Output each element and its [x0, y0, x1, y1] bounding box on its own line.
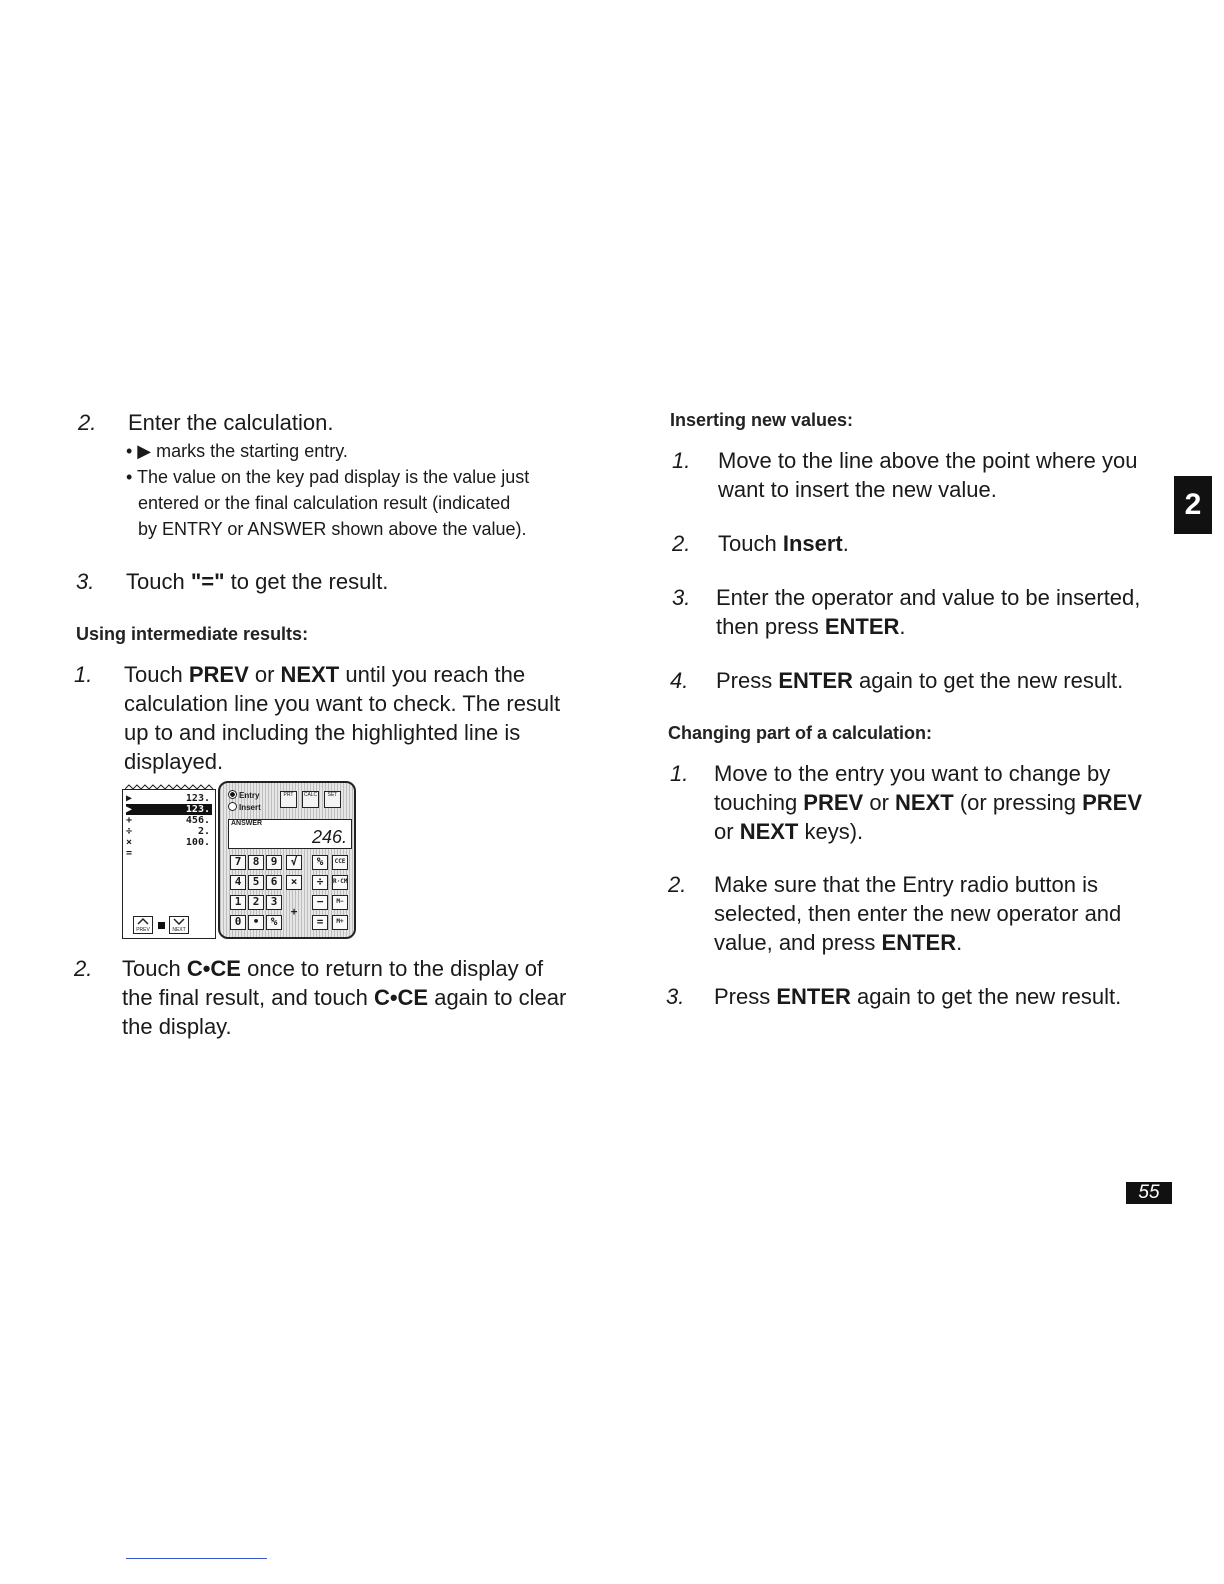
equals-key-label: "=": [190, 569, 225, 594]
step-text: Enter the calculation.: [128, 410, 334, 435]
text-part: (or pressing: [953, 790, 1083, 815]
radio-unselected-icon: [228, 802, 237, 811]
text-part: again to get the new result.: [850, 984, 1122, 1009]
key-1[interactable]: 1: [230, 895, 246, 910]
chevron-down-icon: [172, 917, 186, 925]
text-part: .: [842, 531, 849, 556]
step-number: 1.: [670, 761, 689, 786]
step-number: 2.: [668, 872, 687, 897]
text-part: Touch: [122, 956, 187, 981]
text-part: to get the result.: [224, 569, 389, 594]
step-text: [122, 954, 574, 1041]
prev-key-label: PREV: [1082, 790, 1143, 815]
next-key-label: NEXT: [739, 819, 799, 844]
tape-operator: ▶: [126, 804, 133, 815]
text-part: .: [899, 614, 906, 639]
radio-entry[interactable]: [228, 790, 259, 800]
line: [716, 612, 1156, 641]
text-part: once to return to the display of: [240, 956, 544, 981]
line: [714, 817, 1160, 846]
next-label: NEXT: [172, 927, 186, 933]
tape-value: 123.: [185, 793, 210, 804]
calc-button[interactable]: [302, 791, 319, 808]
button-label: SET: [327, 792, 338, 798]
enter-key-label: ENTER: [776, 984, 851, 1009]
key-rcm[interactable]: R·CM: [332, 875, 348, 890]
tape-operator: +: [126, 815, 133, 826]
line: displayed.: [124, 749, 224, 774]
key-plus[interactable]: +: [290, 905, 298, 918]
line: [124, 660, 574, 689]
step-text: [718, 529, 849, 558]
text-part: value, and press: [714, 930, 882, 955]
step-text: [714, 982, 1121, 1011]
step-text: [714, 870, 1158, 957]
key-decimal[interactable]: •: [248, 915, 264, 930]
step-number: 1.: [74, 662, 93, 687]
display-label: ANSWER: [231, 820, 263, 827]
step-number: 1.: [672, 448, 691, 473]
enter-key-label: ENTER: [778, 668, 853, 693]
tape-value: 123.: [185, 804, 210, 815]
text-part: Touch: [124, 662, 189, 687]
line: [714, 928, 1158, 957]
step-text: [716, 583, 1156, 641]
tape-operator: ▶: [126, 793, 133, 804]
radio-label: Insert: [239, 803, 261, 812]
step-number: 3.: [76, 569, 95, 594]
line: [122, 983, 574, 1012]
text-part: until you reach the: [339, 662, 526, 687]
display-value: 246.: [311, 827, 347, 847]
radio-selected-icon: [228, 790, 237, 799]
tape-value: 100.: [185, 837, 210, 848]
next-button[interactable]: [169, 916, 189, 934]
bullet-starting-entry: • ▶ marks the starting entry.: [126, 441, 348, 461]
line: [122, 954, 574, 983]
keypad-panel: [218, 781, 356, 939]
chevron-up-icon: [136, 917, 150, 925]
tape-value: 456.: [185, 815, 210, 826]
line: calculation line you want to check. The result: [124, 691, 561, 716]
step-number: 2.: [78, 410, 97, 435]
calculator-screenshot: [122, 781, 356, 939]
text-part: or: [714, 819, 740, 844]
key-5[interactable]: 5: [248, 875, 264, 890]
line: Move to the line above the point where you: [718, 448, 1138, 473]
calculation-tape: [122, 789, 216, 939]
text-part: Press: [714, 984, 777, 1009]
button-label: PRT: [283, 792, 294, 798]
heading-intermediate-results: Using intermediate results:: [76, 624, 309, 644]
radio-insert[interactable]: [228, 802, 261, 812]
step-text: [714, 759, 1160, 846]
text-part: the final result, and touch: [122, 985, 374, 1010]
key-9[interactable]: 9: [266, 855, 282, 870]
key-6[interactable]: 6: [266, 875, 282, 890]
text-part: Press: [716, 668, 779, 693]
line: [714, 788, 1160, 817]
step-text: [718, 446, 1158, 504]
key-minus[interactable]: −: [312, 895, 328, 910]
button-label: CALC: [303, 792, 318, 798]
step-text: [124, 660, 574, 776]
bullet-list: [126, 438, 566, 542]
step-number: 3.: [672, 585, 691, 610]
set-button[interactable]: [324, 791, 341, 808]
key-percent[interactable]: %: [312, 855, 328, 870]
page-number: 55: [1126, 1182, 1172, 1204]
tape-row[interactable]: [126, 826, 212, 837]
tape-row[interactable]: [126, 815, 212, 826]
footer-line: [126, 1558, 267, 1559]
tape-value: 2.: [197, 826, 210, 837]
text-part: then press: [716, 614, 825, 639]
step-text: [126, 567, 388, 596]
heading-changing-part: Changing part of a calculation:: [668, 723, 933, 743]
bullet-keypad-display-cont1: entered or the final calculation result (indicated: [138, 493, 511, 513]
key-4[interactable]: 4: [230, 875, 246, 890]
next-key-label: NEXT: [895, 790, 954, 815]
text-part: touching: [714, 790, 804, 815]
key-equals[interactable]: =: [312, 915, 328, 930]
stop-icon: [158, 922, 165, 929]
text-part: again to clear: [428, 985, 567, 1010]
prev-key-label: PREV: [188, 662, 249, 687]
enter-key-label: ENTER: [881, 930, 957, 955]
text-part: or: [248, 662, 281, 687]
enter-key-label: ENTER: [824, 614, 900, 639]
key-cce[interactable]: CCE: [332, 855, 348, 870]
key-7[interactable]: 7: [230, 855, 246, 870]
prev-label: PREV: [136, 927, 150, 933]
key-multiply[interactable]: ×: [286, 875, 302, 890]
next-key-label: NEXT: [280, 662, 340, 687]
bullet-keypad-display-cont2: by ENTRY or ANSWER shown above the value).: [138, 519, 527, 539]
torn-edge-icon: [125, 783, 215, 791]
tape-operator: ×: [126, 837, 133, 848]
step-number: 2.: [74, 956, 93, 981]
step-text: [716, 666, 1123, 695]
chapter-tab: 2: [1174, 476, 1212, 534]
key-m-minus[interactable]: M−: [332, 895, 348, 910]
insert-label: Insert: [782, 531, 843, 556]
text-part: Touch: [718, 531, 783, 556]
tape-operator: ÷: [126, 826, 133, 837]
radio-label: Entry: [239, 791, 260, 800]
line: Make sure that the Entry radio button is: [714, 872, 1098, 897]
bullet-keypad-display: • The value on the key pad display is the value just: [126, 467, 530, 487]
key-m-plus[interactable]: M+: [332, 915, 348, 930]
text-part: again to get the new result.: [852, 668, 1124, 693]
key-0[interactable]: 0: [230, 915, 246, 930]
line: the display.: [122, 1014, 232, 1039]
text-part: .: [956, 930, 963, 955]
heading-inserting-new-values: Inserting new values:: [670, 410, 854, 430]
print-button[interactable]: [280, 791, 297, 808]
key-2[interactable]: 2: [248, 895, 264, 910]
key-percent-2[interactable]: %: [266, 915, 282, 930]
step-number: 2.: [672, 531, 691, 556]
prev-button[interactable]: [133, 916, 153, 934]
keypad-display: [228, 819, 352, 849]
line: Move to the entry you want to change by: [714, 761, 1111, 786]
key-sqrt[interactable]: √: [286, 855, 302, 870]
line: selected, then enter the new operator and: [714, 901, 1122, 926]
text-part: or: [863, 790, 896, 815]
text-part: keys).: [798, 819, 864, 844]
tape-row[interactable]: [126, 848, 212, 859]
step-number: 3.: [666, 984, 685, 1009]
cce-key-label: C•CE: [373, 985, 429, 1010]
cce-key-label: C•CE: [186, 956, 241, 981]
tape-operator: =: [126, 848, 133, 859]
prev-key-label: PREV: [803, 790, 864, 815]
text-part: Touch: [126, 569, 191, 594]
tape-row-highlighted[interactable]: [126, 804, 212, 815]
step-number: 4.: [670, 668, 689, 693]
line: Enter the operator and value to be inserted,: [716, 585, 1141, 610]
key-8[interactable]: 8: [248, 855, 264, 870]
key-divide[interactable]: ÷: [312, 875, 328, 890]
tape-row[interactable]: [126, 793, 212, 804]
line: up to and including the highlighted line is: [124, 720, 521, 745]
line: want to insert the new value.: [718, 477, 997, 502]
tape-row[interactable]: [126, 837, 212, 848]
key-3[interactable]: 3: [266, 895, 282, 910]
